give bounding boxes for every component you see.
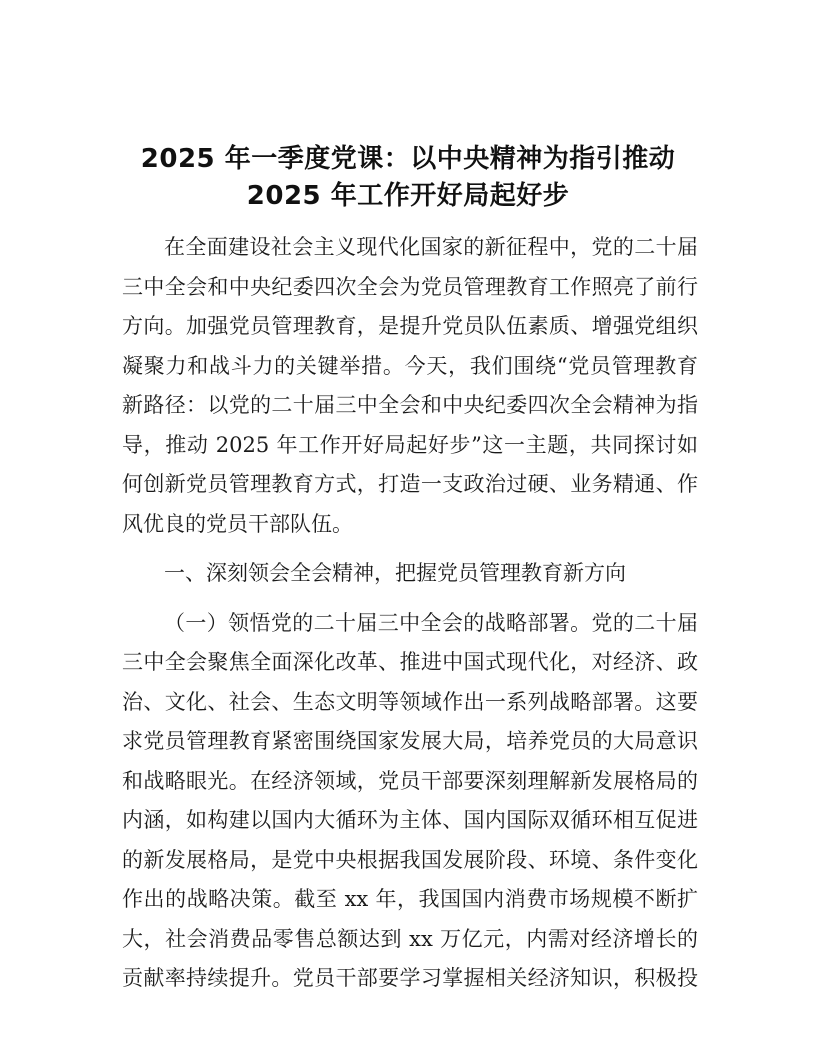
paragraph-line: 的新发展格局，是党中央根据我国发展阶段、环境、条件变化 [122, 847, 698, 872]
section-heading: 一、深刻领会全会精神，把握党员管理教育新方向 [164, 561, 626, 585]
paragraph-line: 在全面建设社会主义现代化国家的新征程中，党的二十届 [164, 235, 698, 259]
paragraph-line: 治、文化、社会、生态文明等领域作出一系列战略部署。这要 [122, 689, 698, 714]
document-title [100, 141, 716, 215]
paragraph-line: 作出的战略决策。截至 xx 年，我国国内消费市场规模不断扩 [122, 887, 698, 911]
paragraph-line: 方向。加强党员管理教育，是提升党员队伍素质、增强党组织 [122, 314, 698, 338]
paragraph-line: 风优良的党员干部队伍。 [122, 511, 353, 536]
title-line: 2025 年工作开好局起好步 [246, 181, 570, 211]
title-line: 2025 年一季度党课：以中央精神为指引推动 [140, 144, 676, 174]
paragraph-line: 导，推动 2025 年工作开好局起好步”这一主题，共同探讨如 [122, 432, 698, 457]
paragraph-line: 和战略眼光。在经济领域，党员干部要深刻理解新发展格局的 [122, 768, 698, 793]
paragraph-line: 何创新党员管理教育方式，打造一支政治过硬、业务精通、作 [122, 472, 698, 496]
paragraph-line: 新路径：以党的二十届三中全会和中央纪委四次全会精神为指 [122, 393, 698, 417]
paragraph-line: 大，社会消费品零售总额达到 xx 万亿元，内需对经济增长的 [122, 926, 698, 951]
paragraph-line: 内涵，如构建以国内大循环为主体、国内国际双循环相互促进 [122, 808, 698, 832]
section-paragraph [122, 604, 698, 999]
paragraph-line: 求党员管理教育紧密围绕国家发展大局，培养党员的大局意识 [122, 729, 698, 753]
document-body [122, 228, 698, 999]
paragraph-line: 凝聚力和战斗力的关键举措。今天，我们围绕“党员管理教育 [122, 353, 698, 378]
paragraph-line: 三中全会和中央纪委四次全会为党员管理教育工作照亮了前行 [122, 274, 698, 299]
paragraph-line: 三中全会聚焦全面深化改革、推进中国式现代化，对经济、政 [122, 650, 698, 674]
paragraph-line: （一）领悟党的二十届三中全会的战略部署。党的二十届 [164, 610, 698, 635]
intro-paragraph [122, 228, 698, 544]
paragraph-line: 贡献率持续提升。党员干部要学习掌握相关经济知识，积极投 [122, 966, 698, 990]
